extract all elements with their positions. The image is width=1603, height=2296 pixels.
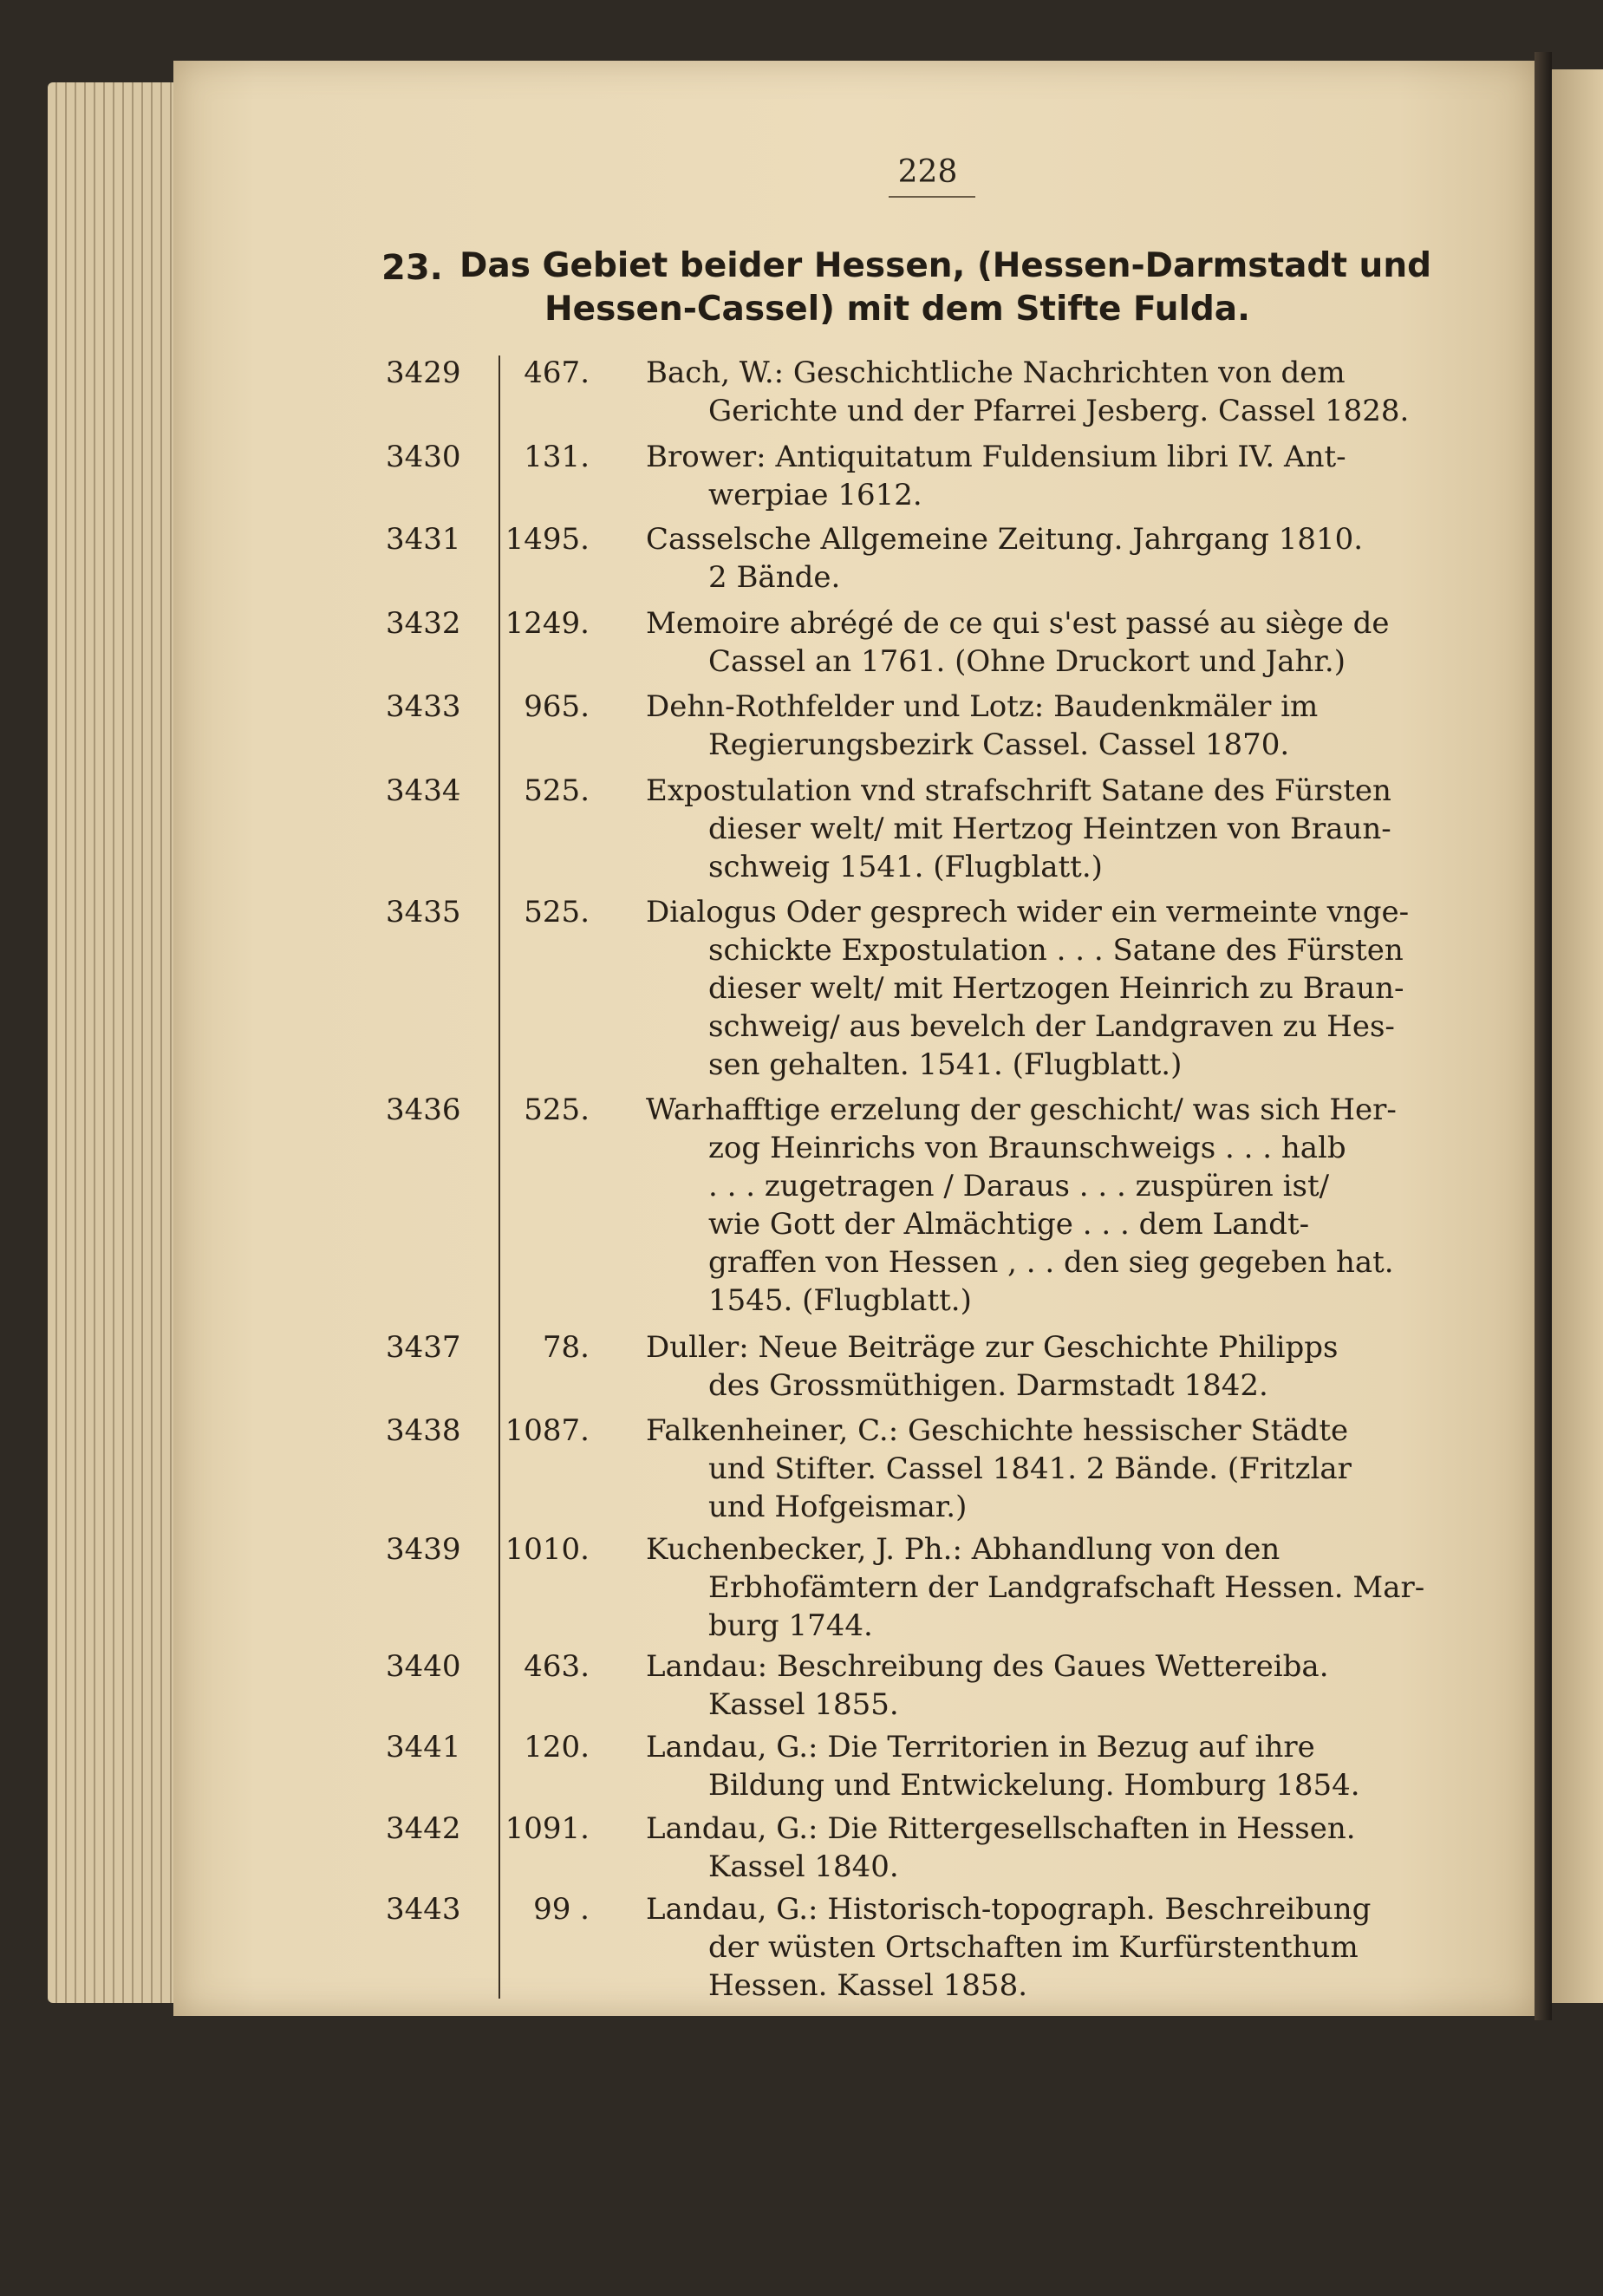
entry-line: Bildung und Entwickelung. Homburg 1854. — [708, 1768, 1360, 1803]
entry-line: Falkenheiner, C.: Geschichte hessischer Städte — [646, 1413, 1349, 1448]
entry-line: schweig/ aus bevelch der Landgraven zu Hes- — [708, 1009, 1395, 1044]
entry-number: 3443 — [386, 1892, 461, 1927]
entry-text — [646, 604, 1443, 681]
entry-line: wie Gott der Almächtige . . . dem Landt- — [708, 1207, 1310, 1242]
entry-line: 1545. (Flugblatt.) — [708, 1283, 972, 1318]
entry-line: Duller: Neue Beiträge zur Geschichte Philipps — [646, 1330, 1339, 1365]
entry-text — [646, 1810, 1443, 1886]
entry-text — [646, 354, 1443, 430]
entry-line: Kassel 1855. — [708, 1687, 899, 1722]
entry-line: Hessen. Kassel 1858. — [708, 1968, 1028, 2003]
entry-line: sen gehalten. 1541. (Flugblatt.) — [708, 1047, 1183, 1082]
entry-line: Expostulation vnd strafschrift Satane des Fürsten — [646, 773, 1391, 808]
entry-number: 3433 — [386, 689, 461, 724]
entry-number: 3440 — [386, 1649, 461, 1684]
entry-line: Landau, G.: Historisch-topograph. Beschreibung — [646, 1892, 1372, 1927]
entry-text — [646, 1091, 1443, 1320]
section-heading-line-1: Das Gebiet beider Hessen, (Hessen-Darmstadt und — [459, 246, 1432, 285]
catalog-number: 1010. — [505, 1532, 590, 1567]
entry-line: des Grossmüthigen. Darmstadt 1842. — [708, 1368, 1268, 1403]
entry-line: Bach, W.: Geschichtliche Nachrichten von dem — [646, 355, 1346, 390]
entry-text — [646, 772, 1443, 886]
catalog-number: 1495. — [505, 522, 590, 557]
entry-text — [646, 520, 1443, 597]
entry-line: werpiae 1612. — [708, 478, 922, 512]
entry-number: 3438 — [386, 1413, 461, 1448]
entry-number: 3434 — [386, 773, 461, 808]
entry-text — [646, 438, 1443, 514]
page-number-rule — [889, 196, 975, 198]
catalog-number: 467. — [524, 355, 590, 390]
entry-line: und Hofgeismar.) — [708, 1490, 968, 1524]
entry-line: Erbhofämtern der Landgrafschaft Hessen. Mar- — [708, 1570, 1425, 1605]
catalog-number: 120. — [524, 1730, 590, 1764]
entry-number: 3432 — [386, 606, 461, 641]
page-number: 228 — [897, 154, 958, 190]
facing-page-edge — [1552, 69, 1603, 2003]
catalog-number: 78. — [542, 1330, 590, 1365]
entry-line: und Stifter. Cassel 1841. 2 Bände. (Fritzlar — [708, 1451, 1352, 1486]
book-gutter — [1535, 52, 1552, 2020]
catalog-number: 1091. — [505, 1811, 590, 1846]
entry-line: 2 Bände. — [708, 560, 841, 595]
catalog-number: 131. — [524, 440, 590, 474]
entry-text — [646, 688, 1443, 764]
entry-line: Kuchenbecker, J. Ph.: Abhandlung von den — [646, 1532, 1280, 1567]
entry-line: Dialogus Oder gesprech wider ein vermeinte vnge- — [646, 895, 1410, 929]
entry-line: Kassel 1840. — [708, 1849, 899, 1884]
entry-number: 3439 — [386, 1532, 461, 1567]
entry-text — [646, 1728, 1443, 1804]
section-heading-line-2: Hessen-Cassel) mit dem Stifte Fulda. — [544, 290, 1250, 329]
entry-text — [646, 1890, 1443, 2005]
entry-line: graffen von Hessen , . . den sieg gegeben hat. — [708, 1245, 1394, 1280]
entry-line: schweig 1541. (Flugblatt.) — [708, 850, 1103, 884]
catalog-number: 463. — [524, 1649, 590, 1684]
catalog-number: 99 . — [533, 1892, 590, 1927]
entry-number: 3436 — [386, 1093, 461, 1127]
entry-number: 3430 — [386, 440, 461, 474]
entry-text — [646, 1412, 1443, 1526]
entry-number: 3442 — [386, 1811, 461, 1846]
entry-line: Brower: Antiquitatum Fuldensium libri IV. Ant- — [646, 440, 1346, 474]
entry-line: dieser welt/ mit Hertzog Heintzen von Braun- — [708, 812, 1391, 846]
entry-text — [646, 893, 1443, 1084]
entry-number: 3437 — [386, 1330, 461, 1365]
entry-line: zog Heinrichs von Braunschweigs . . . halb — [708, 1131, 1346, 1165]
entry-line: Memoire abrégé de ce qui s'est passé au siège de — [646, 606, 1390, 641]
entry-line: Landau, G.: Die Territorien in Bezug auf ihre — [646, 1730, 1315, 1764]
entry-text — [646, 1328, 1443, 1405]
entry-text — [646, 1530, 1443, 1645]
catalog-number: 525. — [524, 773, 590, 808]
catalog-number: 965. — [524, 689, 590, 724]
entry-line: dieser welt/ mit Hertzogen Heinrich zu Braun- — [708, 971, 1404, 1006]
entry-line: Casselsche Allgemeine Zeitung. Jahrgang 1810. — [646, 522, 1364, 557]
entry-line: burg 1744. — [708, 1608, 873, 1643]
catalog-number: 1087. — [505, 1413, 590, 1448]
entry-line: Dehn-Rothfelder und Lotz: Baudenkmäler im — [646, 689, 1319, 724]
catalog-number: 1249. — [505, 606, 590, 641]
entry-line: schickte Expostulation . . . Satane des Fürsten — [708, 933, 1404, 968]
catalog-number: 525. — [524, 1093, 590, 1127]
entry-line: Gerichte und der Pfarrei Jesberg. Cassel 1828. — [708, 394, 1410, 428]
entry-line: der wüsten Ortschaften im Kurfürstenthum — [708, 1930, 1359, 1965]
entry-line: Regierungsbezirk Cassel. Cassel 1870. — [708, 727, 1290, 762]
entry-number: 3441 — [386, 1730, 461, 1764]
entry-number: 3435 — [386, 895, 461, 929]
column-divider — [498, 355, 500, 1999]
catalog-number: 525. — [524, 895, 590, 929]
entry-text — [646, 1647, 1443, 1724]
entry-line: Warhafftige erzelung der geschicht/ was sich Her- — [646, 1093, 1397, 1127]
entry-line: Landau, G.: Die Rittergesellschaften in Hessen. — [646, 1811, 1356, 1846]
section-number: 23. — [381, 248, 443, 288]
entry-line: . . . zugetragen / Daraus . . . zuspüren ist/ — [708, 1169, 1330, 1203]
entry-line: Cassel an 1761. (Ohne Druckort und Jahr.) — [708, 644, 1346, 679]
entry-number: 3429 — [386, 355, 461, 390]
entry-number: 3431 — [386, 522, 461, 557]
entry-line: Landau: Beschreibung des Gaues Wettereiba. — [646, 1649, 1329, 1684]
